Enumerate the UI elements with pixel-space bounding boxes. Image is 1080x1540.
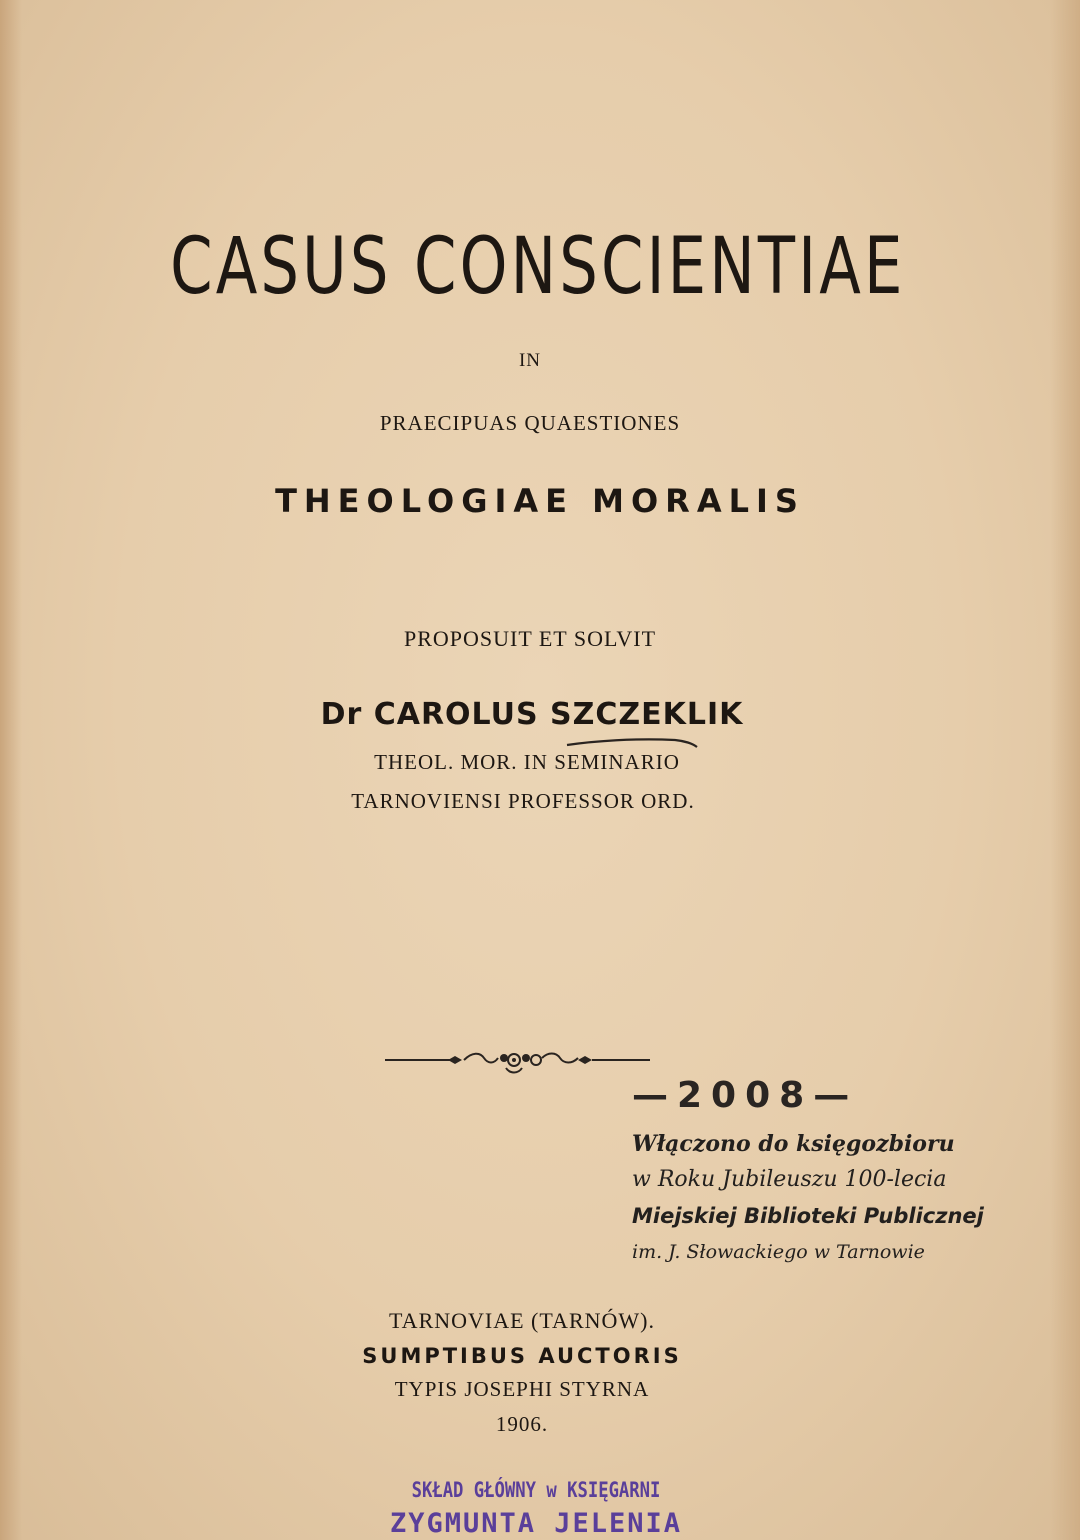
book-title: CASUS CONSCIENTIAE xyxy=(170,222,906,312)
bookseller-stamp-line-1: SKŁAD GŁÓWNY w KSIĘGARNI xyxy=(411,1478,661,1502)
subtitle-praecipuas: PRAECIPUAS QUAESTIONES xyxy=(379,411,681,435)
library-stamp xyxy=(632,1126,982,1270)
subtitle-theologiae: THEOLOGIAE MORALIS xyxy=(275,482,805,520)
stamp-line: Włączono do księgozbioru xyxy=(632,1131,955,1157)
stamp-line: w Roku Jubileuszu 100-lecia xyxy=(632,1167,947,1192)
subtitle-in: IN xyxy=(518,350,542,371)
imprint-sumptibus: SUMPTIBUS AUCTORIS xyxy=(362,1344,682,1368)
printers-ornament xyxy=(380,1046,655,1080)
stamp-line: im. J. Słowackiego w Tarnowie xyxy=(632,1241,925,1263)
proposuit-line: PROPOSUIT ET SOLVIT xyxy=(403,626,657,651)
affiliation-line-2: TARNOVIENSI PROFESSOR ORD. xyxy=(351,789,695,813)
affiliation-line-1: THEOL. MOR. IN SEMINARIO xyxy=(374,750,680,774)
author-name: Dr CAROLUS SZCZEKLIK xyxy=(320,697,744,732)
stamp-line: Miejskiej Biblioteki Publicznej xyxy=(632,1204,984,1228)
imprint-typis: TYPIS JOSEPHI STYRNA xyxy=(394,1377,650,1401)
bookseller-stamp-line-2: ZYGMUNTA JELENIA xyxy=(389,1508,683,1539)
stamp-number: —2008— xyxy=(632,1075,859,1116)
imprint-place: TARNOVIAE (TARNÓW). xyxy=(389,1308,655,1333)
handwritten-underline xyxy=(565,735,700,749)
imprint-year: 1906. xyxy=(495,1412,549,1436)
